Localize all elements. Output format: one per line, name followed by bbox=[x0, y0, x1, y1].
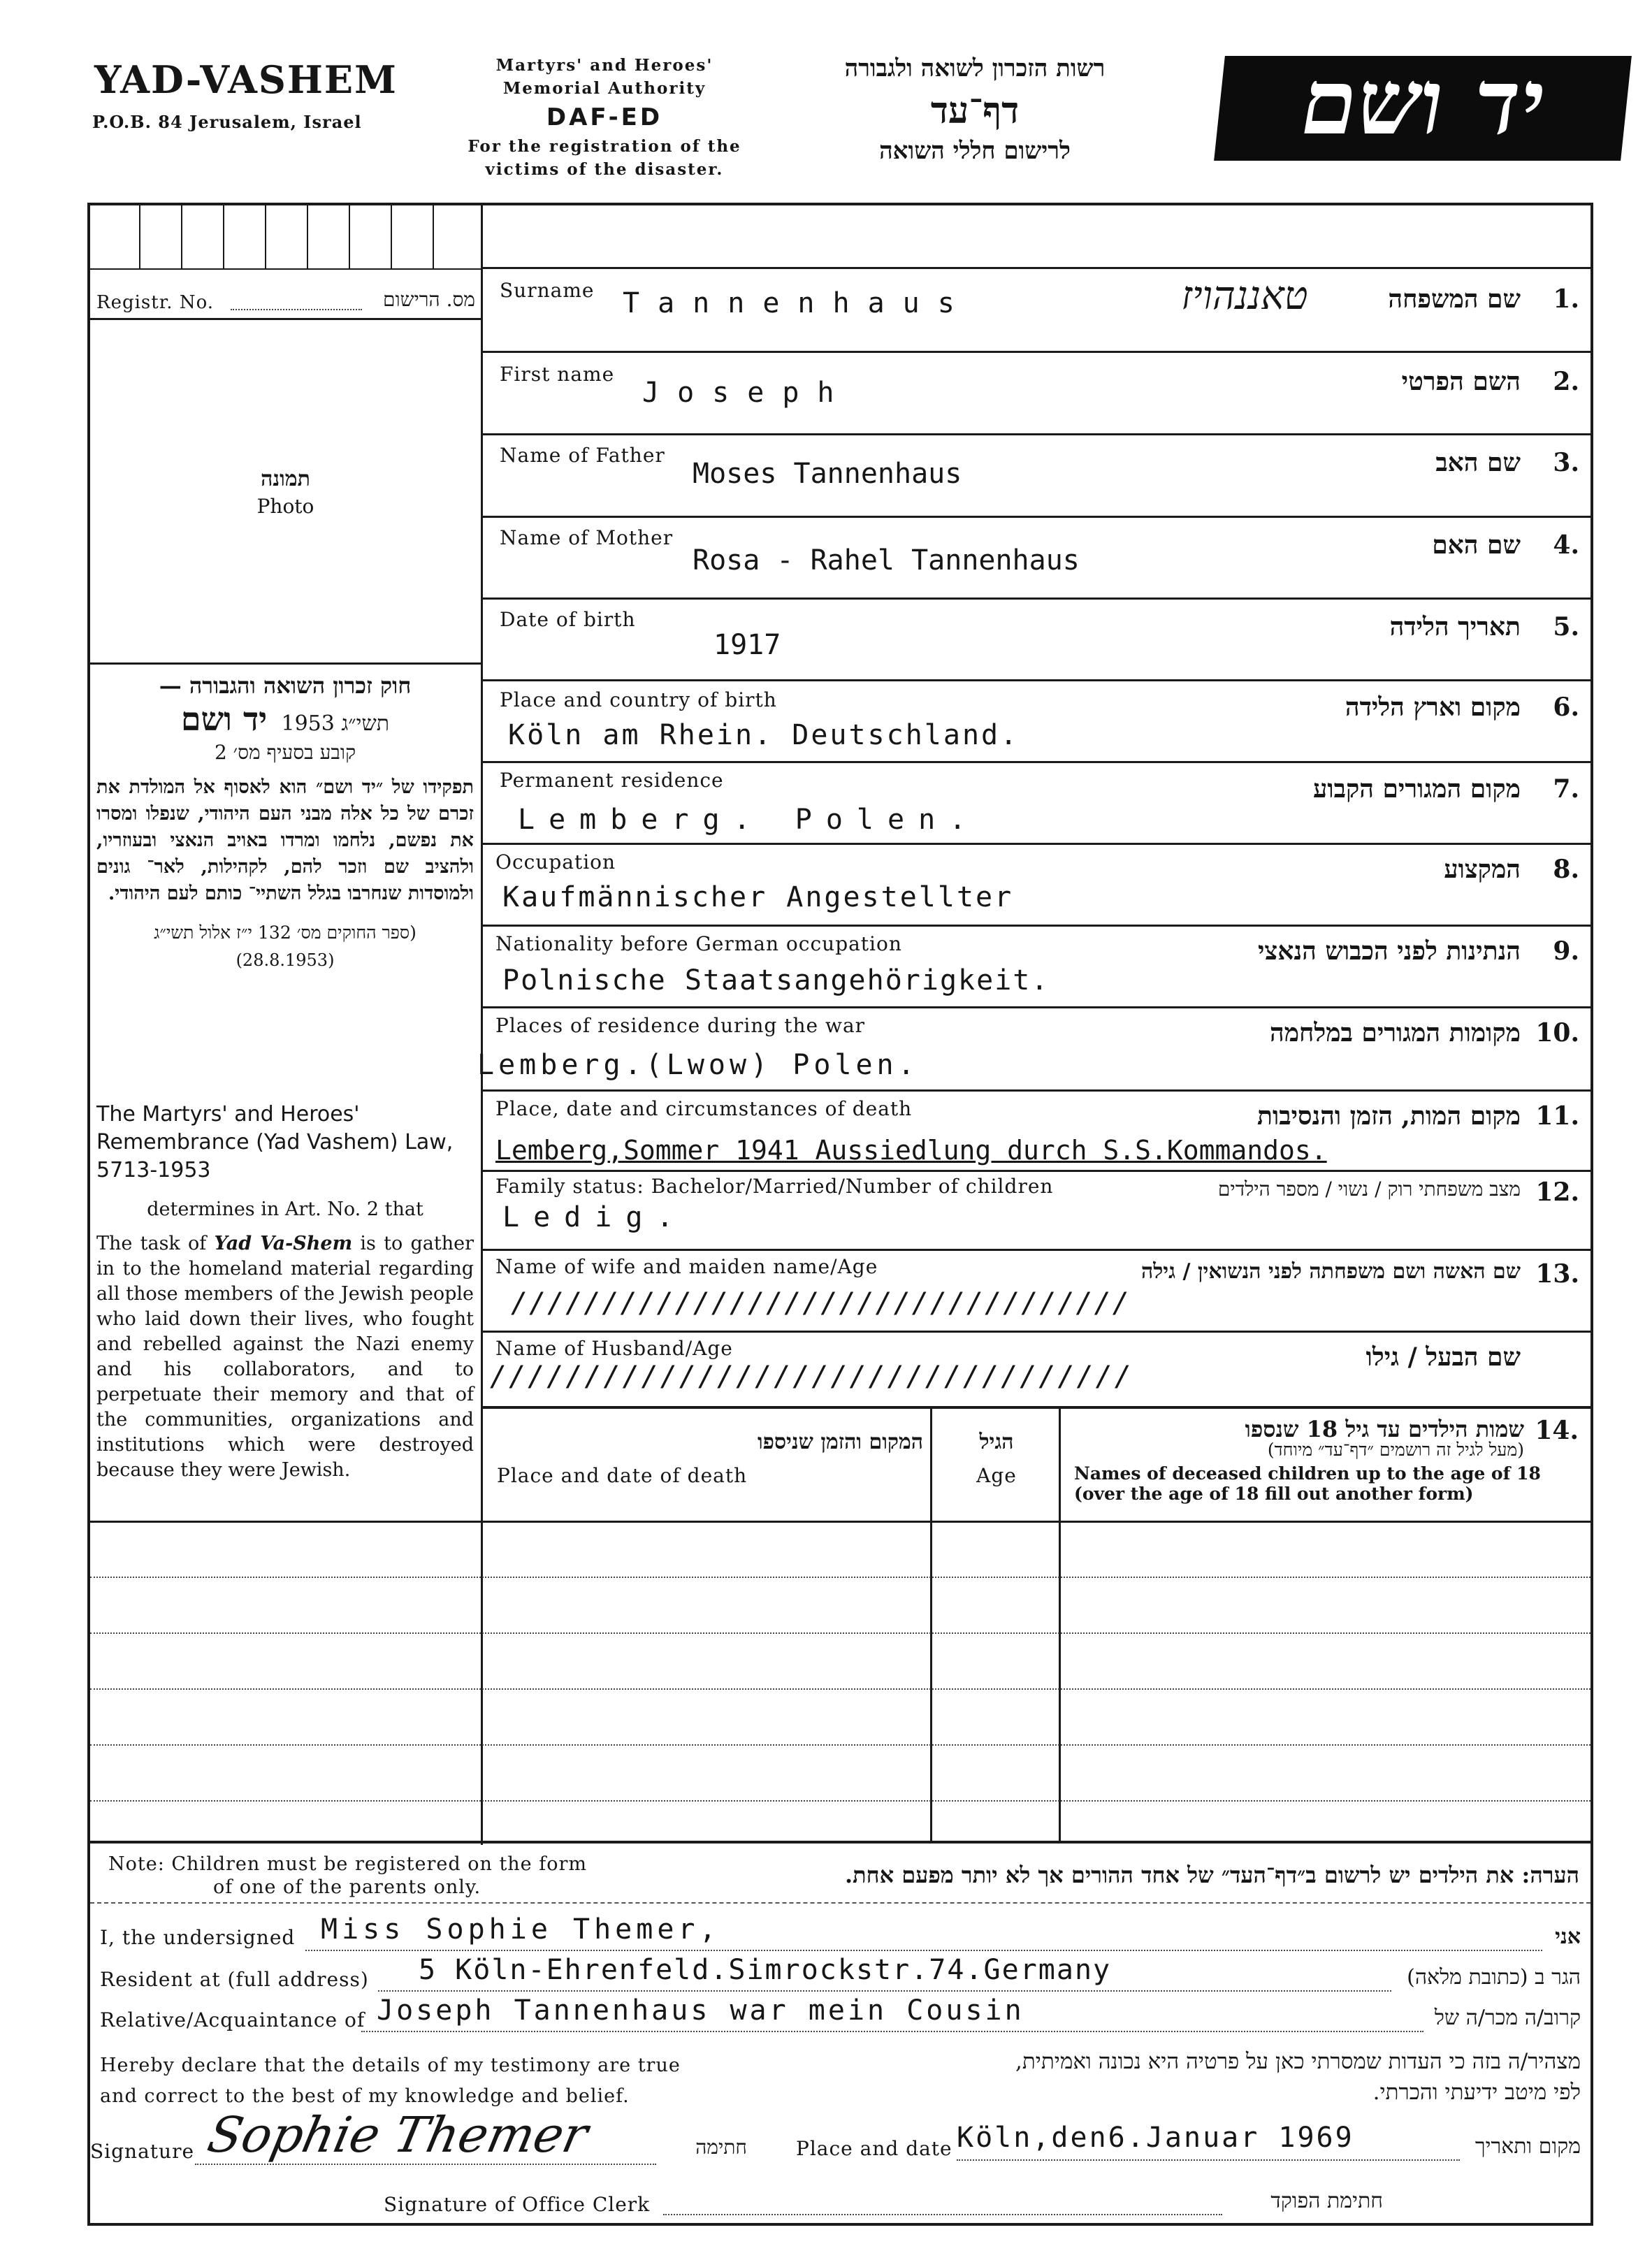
field-row-surname: Surname Tannenhaus טאננהויז שם המשפחה 1. bbox=[500, 273, 1579, 319]
law-body-heb: תפקידו של ״יד ושם״ הוא לאסוף אל המולדת את זכרם של כל אלה מבני העם היהודי, שנפלו ומסרו את נפשם, נלחמו ומרדו באויב הנאצי ובעוזריו, ולהציב שם וזכר להם, לקהילות, לאר־ גונים ולמוסדות שנחרבו בגלל השתיי־ כותם לעם היהודי. bbox=[96, 776, 474, 904]
registr-no-label: Registr. No. bbox=[96, 292, 215, 313]
law-title-heb: חוק זכרון השואה והגבורה — bbox=[159, 672, 412, 699]
org-name: YAD-VASHEM bbox=[94, 57, 398, 102]
children-row[interactable] bbox=[90, 1577, 1591, 1578]
children-header-names: 14. שמות הילדים עד גיל 18 שנספו (מעל לגיל זה רושמים ״דף־עד״ מיוחד) Names of deceased children up to the age of 18 (over the age of 18 fill out another form) bbox=[1074, 1416, 1579, 1504]
declaration-heb: מצהיר/ה בזה כי העדות שמסרתי כאן על פרטיה היא נכונה ואמיתית, לפי מיטב ידיעתי והכרתי. bbox=[1015, 2049, 1581, 2105]
birth-place-value[interactable]: Köln am Rhein. Deutschland. bbox=[508, 719, 1020, 751]
registration-boxes bbox=[90, 205, 481, 268]
children-row[interactable] bbox=[90, 1800, 1591, 1802]
birth-date-value[interactable]: 1917 bbox=[713, 629, 781, 661]
form-name: DAF-ED bbox=[546, 103, 663, 131]
law-determines: determines in Art. No. 2 that bbox=[147, 1198, 423, 1220]
death-value[interactable]: Lemberg,Sommer 1941 Aussiedlung durch S.S.Kommandos. bbox=[495, 1135, 1327, 1166]
mother-value[interactable]: Rosa - Rahel Tannenhaus bbox=[693, 544, 1080, 577]
photo-label: Photo bbox=[256, 495, 314, 518]
note-en: Note: Children must be registered on the form of one of the parents only. bbox=[108, 1853, 587, 1898]
registr-no-field[interactable] bbox=[231, 309, 362, 310]
children-row[interactable] bbox=[90, 1744, 1591, 1746]
resident-value[interactable]: 5 Köln-Ehrenfeld.Simrockstr.74.Germany bbox=[419, 1954, 1112, 1986]
children-header-age: הגיל Age bbox=[976, 1430, 1017, 1487]
law-section-heb: קובע בסעיף מס׳ 2 bbox=[214, 741, 356, 764]
father-value[interactable]: Moses Tannenhaus bbox=[693, 458, 962, 490]
children-row[interactable] bbox=[90, 1688, 1591, 1690]
authority-block bbox=[440, 56, 769, 179]
registr-no-label-heb: מס. הרישום bbox=[383, 288, 475, 311]
heb-authority: רשות הזכרון לשואה ולגבורה bbox=[844, 55, 1106, 82]
occupation-value[interactable]: Kaufmännischer Angestellter bbox=[502, 881, 1014, 913]
logo-text: יד ושם bbox=[1301, 50, 1544, 155]
husband-value[interactable]: ////////////////////////////////// bbox=[490, 1361, 1133, 1393]
frame-bottom bbox=[87, 2223, 1593, 2226]
declaration-section: I, the undersigned Miss Sophie Themer, אני Resident at (full address) 5 Köln-Ehrenfeld.Simrockstr.74.Germany הגר ב (כתובת מלאה) Relative/Acquaintance of Joseph Tannenhaus war mein Cousin קרוב/ה מכר/ה של Hereby declare that the details of my testimony are true and correct to the best of my knowledge and belief. מצהיר/ה בזה כי העדות שמסרתי כאן על פרטיה היא נכונה ואמיתית, לפי מיטב ידיעתי והכרתי. Signature Sophie Themer חתימה Place and date Köln,den6.Januar 1969 מקום ותאריך Signature of Office Clerk חתימת הפוקד bbox=[90, 1913, 1581, 2216]
purpose-line1: For the registration of the bbox=[468, 137, 741, 156]
children-table bbox=[90, 1409, 1591, 1842]
clerk-signature-field[interactable] bbox=[663, 2214, 1222, 2215]
law-ref-date: (28.8.1953) bbox=[236, 950, 335, 970]
field-row-family-status: Family status: Bachelor/Married/Number of children Ledig. מצב משפחתי רוק / נשוי / מספר הילדים 12. bbox=[495, 1175, 1579, 1233]
heb-form-name: דף־עד bbox=[930, 89, 1020, 132]
field-row-husband: Name of Husband/Age ////////////////////////////////// שם הבעל / גילו bbox=[490, 1337, 1521, 1393]
law-year-heb: תשי״ג 1953 bbox=[281, 711, 390, 736]
surname-value[interactable]: Tannenhaus bbox=[623, 287, 973, 319]
org-address: P.O.B. 84 Jerusalem, Israel bbox=[92, 112, 362, 132]
signature-value[interactable]: Sophie Themer bbox=[203, 2106, 593, 2164]
wife-value[interactable]: ////////////////////////////////// bbox=[511, 1287, 1131, 1319]
field-row-father: Name of Father Moses Tannenhaus שם האב 3. bbox=[500, 444, 1579, 490]
law-body-en: The task of Yad Va-Shem is to gather in to the homeland material regarding all those members of the Jewish people who laid down their lives, who fought and rebelled against the Nazi enemy and his collaborators, and to perpetuate their memory and that of the communities, organizations and institutions which were destroyed because they were Jewish. bbox=[96, 1233, 474, 1481]
authority-line2: Memorial Authority bbox=[502, 79, 707, 98]
undersigned-value[interactable]: Miss Sophie Themer, bbox=[321, 1913, 720, 1946]
surname-handwritten: טאננהויז bbox=[1181, 273, 1308, 319]
field-row-occupation: Occupation Kaufmännischer Angestellter המקצוע 8. bbox=[495, 850, 1579, 913]
field-row-residence: Permanent residence Lemberg. Polen. מקום המגורים הקבוע 7. bbox=[500, 769, 1579, 836]
war-residence-value[interactable]: Lemberg.(Lwow) Polen. bbox=[477, 1049, 919, 1081]
field-row-birth-date: Date of birth 1917 תאריך הלידה 5. bbox=[500, 608, 1579, 661]
field-row-wife: Name of wife and maiden name/Age ////////////////////////////////// שם האשה ושם משפחתה לפני הנשואין / גילה 13. bbox=[495, 1255, 1579, 1319]
first-name-value[interactable]: Joseph bbox=[642, 377, 853, 409]
law-ref-heb: (ספר החוקים מס׳ 132 י״ז אלול תשי״ג bbox=[154, 922, 416, 943]
declaration-en: Hereby declare that the details of my testimony are true and correct to the best of my knowledge and belief. bbox=[100, 2055, 681, 2107]
note-section bbox=[90, 1844, 1591, 1902]
children-row[interactable] bbox=[90, 1632, 1591, 1634]
field-row-mother: Name of Mother Rosa - Rahel Tannenhaus שם האם 4. bbox=[500, 526, 1579, 577]
photo-label-heb: תמונה bbox=[261, 467, 310, 491]
header bbox=[0, 0, 1652, 203]
field-row-birth-place: Place and country of birth Köln am Rhein. Deutschland. מקום וארץ הלידה 6. bbox=[500, 688, 1579, 751]
relative-value[interactable]: Joseph Tannenhaus war mein Cousin bbox=[377, 1994, 1024, 2027]
law-title-en: The Martyrs' and Heroes' Remembrance (Yad Vashem) Law, 5713-1953 bbox=[96, 1102, 454, 1182]
field-row-war-residence: Places of residence during the war Lemberg.(Lwow) Polen. מקומות המגורים במלחמה 10. bbox=[477, 1014, 1579, 1081]
field-row-nationality: Nationality before German occupation Polnische Staatsangehörigkeit. הנתינות לפני הכבוש הנאצי 9. bbox=[495, 932, 1579, 997]
fields-section bbox=[477, 205, 1591, 1407]
photo-area[interactable] bbox=[90, 320, 481, 662]
field-row-death: Place, date and circumstances of death Lemberg,Sommer 1941 Aussiedlung durch S.S.Kommandos. מקום המות, הזמן והנסיבות 11. bbox=[495, 1097, 1579, 1166]
law-text-hebrew bbox=[96, 672, 474, 970]
law-name-heb: יד ושם bbox=[180, 700, 268, 738]
authority-line1: Martyrs' and Heroes' bbox=[495, 56, 713, 75]
field-row-first-name: First name Joseph השם הפרטי 2. bbox=[500, 363, 1579, 409]
purpose-line2: victims of the disaster. bbox=[485, 160, 724, 179]
nationality-value[interactable]: Polnische Staatsangehörigkeit. bbox=[502, 964, 1050, 997]
residence-value[interactable]: Lemberg. Polen. bbox=[518, 804, 980, 836]
heb-purpose: לרישום חללי השואה bbox=[879, 137, 1071, 165]
frame-right bbox=[1591, 203, 1593, 2226]
place-date-value[interactable]: Köln,den6.Januar 1969 bbox=[957, 2122, 1354, 2154]
note-heb: הערה: את הילדים יש לרשום ב״דף־העד״ של אחד ההורים אך לא יותר מפעם אחת. bbox=[844, 1862, 1579, 1888]
family-status-value[interactable]: Ledig. bbox=[502, 1201, 688, 1233]
children-header-place: המקום והזמן שניספו Place and date of death bbox=[497, 1430, 923, 1487]
